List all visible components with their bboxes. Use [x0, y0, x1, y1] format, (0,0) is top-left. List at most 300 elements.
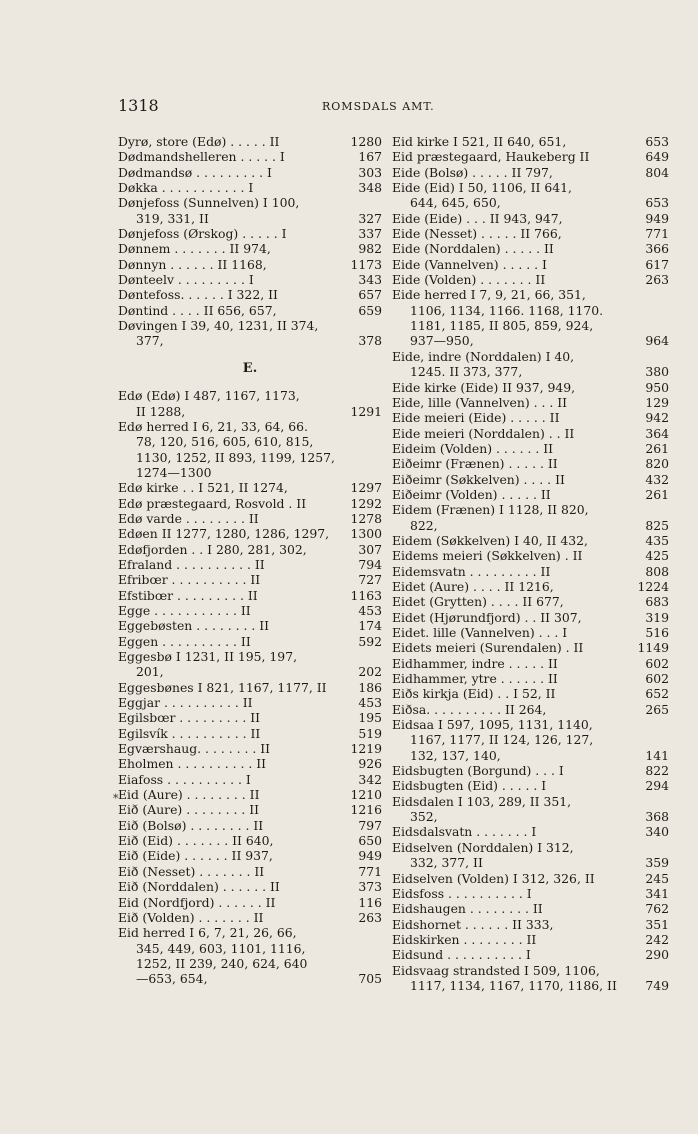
entry-page-number: 263: [645, 272, 669, 288]
index-entry-continuation: [118, 971, 382, 986]
entry-text: Eiðs kirkja (Eid) . . I 52, II: [392, 686, 556, 702]
entry-text: Eid (Aure) . . . . . . . . II: [118, 787, 260, 803]
entry-text: 345, 449, 603, 1101, 1116,: [136, 940, 306, 956]
index-entry: [118, 910, 382, 925]
entry-text: 352,: [410, 809, 438, 825]
entry-page-number: 341: [645, 885, 669, 901]
entry-text: Dyrø, store (Edø) . . . . . II: [118, 134, 280, 149]
entry-page-number: 129: [645, 394, 669, 410]
entry-page-number: 380: [645, 364, 669, 380]
index-entry: [392, 625, 669, 640]
index-entry: [392, 794, 669, 809]
index-entry-continuation: [118, 211, 382, 226]
entry-text: Egilsbœr . . . . . . . . . II: [118, 710, 260, 726]
entry-text: Eidsund . . . . . . . . . . I: [392, 947, 531, 963]
index-entry: [118, 149, 382, 164]
entry-page-number: 1278: [350, 510, 382, 526]
index-entry: [392, 533, 669, 548]
spacer: [118, 349, 382, 361]
entry-page-number: 141: [645, 747, 669, 763]
entry-text: Eidet (Aure) . . . . II 1216,: [392, 578, 554, 594]
entry-page-number: 1216: [350, 802, 382, 818]
entry-page-number: 1224: [637, 578, 669, 594]
index-entry: [118, 318, 382, 333]
index-entry: [392, 656, 669, 671]
entry-page-number: 366: [645, 241, 669, 257]
entry-page-number: 1149: [637, 640, 669, 656]
index-entry-continuation: [392, 195, 669, 210]
entry-page-number: 432: [645, 471, 669, 487]
entry-page-number: 202: [358, 664, 382, 680]
index-entry: [118, 848, 382, 863]
entry-page-number: 435: [645, 532, 669, 548]
entry-page-number: 364: [645, 425, 669, 441]
index-entry: [392, 917, 669, 932]
index-entry: [392, 487, 669, 502]
entry-text: Eggesbønes I 821, 1167, 1177, II: [118, 679, 327, 695]
entry-text: 1252, II 239, 240, 624, 640: [136, 955, 308, 971]
entry-text: 644, 645, 650,: [410, 195, 501, 211]
index-entry-continuation: [392, 333, 669, 348]
index-entry-continuation: [392, 978, 669, 993]
entry-page-number: 825: [645, 517, 669, 533]
index-entry: [118, 741, 382, 756]
section-letter: [118, 361, 382, 376]
entry-page-number: 653: [645, 134, 669, 149]
entry-text: Dødmandsø . . . . . . . . . I: [118, 164, 272, 180]
entry-page-number: 351: [645, 916, 669, 932]
index-entry: [392, 456, 669, 471]
index-entry: [118, 572, 382, 587]
index-entry: [118, 241, 382, 256]
entry-text: Dødmandshelleren . . . . . I: [118, 149, 285, 165]
entry-text: Eide (Vannelven) . . . . . I: [392, 256, 547, 272]
index-entry: [118, 257, 382, 272]
entry-text: Dønteelv . . . . . . . . . I: [118, 272, 254, 288]
entry-text: Døntind . . . . II 656, 657,: [118, 302, 277, 318]
entry-page-number: 343: [358, 272, 382, 288]
entry-page-number: 245: [645, 870, 669, 886]
page-header: [0, 96, 698, 120]
entry-text: Eidshaugen . . . . . . . . II: [392, 901, 543, 917]
index-entry: [118, 710, 382, 725]
entry-text: 1130, 1252, II 893, 1199, 1257,: [136, 449, 335, 465]
entry-page-number: 949: [645, 210, 669, 226]
entry-text: Dønjefoss (Sunnelven) I 100,: [118, 195, 300, 211]
index-entry: [118, 287, 382, 302]
index-entry: [392, 548, 669, 563]
entry-page-number: 368: [645, 809, 669, 825]
index-entry-continuation: [118, 434, 382, 449]
entry-page-number: 797: [358, 817, 382, 833]
entry-page-number: 167: [358, 149, 382, 165]
entry-page-number: 592: [358, 633, 382, 649]
entry-text: Eidsvaag strandsted I 509, 1106,: [392, 962, 600, 978]
entry-page-number: 1163: [350, 587, 382, 603]
index-entry: [392, 149, 669, 164]
entry-text: Eidemsvatn . . . . . . . . . II: [392, 563, 551, 579]
entry-text: Eide meieri (Norddalen) . . II: [392, 425, 575, 441]
entry-text: Edø (Edø) I 487, 1167, 1173,: [118, 388, 300, 404]
entry-text: Eidet. lille (Vannelven) . . . I: [392, 625, 568, 640]
index-entry: [392, 257, 669, 272]
entry-text: 1106, 1134, 1166. 1168, 1170.: [410, 302, 604, 318]
index-entry: [392, 932, 669, 947]
entry-text: 1181, 1185, II 805, 859, 924,: [410, 318, 594, 334]
entry-text: 78, 120, 516, 605, 610, 815,: [136, 434, 314, 450]
entry-text: Eidet (Grytten) . . . . II 677,: [392, 594, 564, 610]
page-number: 1318: [118, 96, 159, 115]
margin-mark: *: [113, 792, 119, 805]
entry-text: 937—950,: [410, 333, 474, 349]
entry-page-number: 290: [645, 947, 669, 963]
index-entry-continuation: [392, 855, 669, 870]
entry-page-number: 1291: [350, 403, 382, 419]
entry-text: Eidems meieri (Søkkelven) . II: [392, 548, 583, 564]
index-entry: [118, 833, 382, 848]
entry-text: Eide (Bolsø) . . . . . II 797,: [392, 164, 553, 180]
entry-page-number: 982: [358, 241, 382, 257]
index-entry: [392, 380, 669, 395]
index-entry: [392, 778, 669, 793]
index-entry: [118, 864, 382, 879]
entry-text: Dønnem . . . . . . . II 974,: [118, 241, 271, 257]
entry-text: Eidsaa I 597, 1095, 1131, 1140,: [392, 717, 593, 733]
entry-text: Eiafoss . . . . . . . . . . I: [118, 771, 251, 787]
index-entry-continuation: [118, 956, 382, 971]
entry-text: Eiðeimr (Søkkelven) . . . . II: [392, 471, 565, 487]
entry-page-number: 174: [358, 618, 382, 634]
entry-text: Eholmen . . . . . . . . . . II: [118, 756, 267, 772]
entry-text: Dønnyn . . . . . . II 1168,: [118, 256, 267, 272]
entry-page-number: 657: [358, 287, 382, 303]
entry-text: II 1288,: [136, 403, 186, 419]
entry-text: —653, 654,: [136, 971, 208, 987]
index-entry: [118, 772, 382, 787]
entry-text: Eggebøsten . . . . . . . . II: [118, 618, 270, 634]
entry-text: Eid (Nordfjord) . . . . . . II: [118, 894, 276, 910]
entry-text: Eidsbugten (Borgund) . . . I: [392, 763, 564, 779]
entry-text: Efstibœr . . . . . . . . . II: [118, 587, 258, 603]
entry-text: Døvingen I 39, 40, 1231, II 374,: [118, 318, 319, 334]
entry-text: Eidsfoss . . . . . . . . . . I: [392, 885, 532, 901]
entry-page-number: 822: [645, 763, 669, 779]
entry-page-number: 327: [358, 210, 382, 226]
index-entry: [392, 886, 669, 901]
index-entry: [118, 303, 382, 318]
index-entry: [118, 526, 382, 541]
index-entry: [392, 871, 669, 886]
index-entry-continuation: [392, 732, 669, 747]
entry-text: Eid præstegaard, Haukeberg II: [392, 149, 590, 165]
entry-page-number: 261: [645, 440, 669, 456]
entry-text: Egge . . . . . . . . . . . II: [118, 602, 251, 618]
index-entry: [118, 879, 382, 894]
index-entry: [118, 557, 382, 572]
entry-text: Eide, indre (Norddalen) I 40,: [392, 348, 575, 364]
index-entry-continuation: [118, 664, 382, 679]
index-entry: [392, 287, 669, 302]
index-entry: [118, 925, 382, 940]
entry-page-number: 650: [358, 833, 382, 849]
entry-text: Egilsvík . . . . . . . . . . II: [118, 725, 261, 741]
entry-page-number: 261: [645, 486, 669, 502]
index-entry: [392, 686, 669, 701]
index-entry-continuation: [118, 941, 382, 956]
entry-page-number: 359: [645, 855, 669, 871]
index-entry: [392, 947, 669, 962]
index-entry: [392, 640, 669, 655]
entry-text: Eide (Eide) . . . II 943, 947,: [392, 210, 563, 226]
entry-page-number: 242: [645, 931, 669, 947]
index-entry: [118, 603, 382, 618]
entry-page-number: 804: [645, 164, 669, 180]
index-entry: [392, 441, 669, 456]
spacer: [118, 376, 382, 388]
entry-text: Eidsdalsvatn . . . . . . . I: [392, 824, 537, 840]
entry-page-number: 652: [645, 686, 669, 702]
entry-text: Edø varde . . . . . . . . II: [118, 510, 259, 526]
entry-text: Eggjar . . . . . . . . . . II: [118, 695, 253, 711]
entry-text: Eggesbø I 1231, II 195, 197,: [118, 649, 298, 664]
entry-text: Eidsdalen I 103, 289, II 351,: [392, 793, 572, 809]
entry-text: Eide kirke (Eide) II 937, 949,: [392, 379, 576, 395]
entry-text: Eide (Nesset) . . . . . II 766,: [392, 226, 562, 242]
entry-text: Eide herred I 7, 9, 21, 66, 351,: [392, 287, 586, 303]
entry-text: Egværshaug. . . . . . . . II: [118, 741, 270, 757]
index-entry: [118, 618, 382, 633]
index-entry: [118, 634, 382, 649]
entry-text: Eid herred I 6, 7, 21, 26, 66,: [118, 925, 297, 941]
entry-page-number: 950: [645, 379, 669, 395]
index-entry: [118, 165, 382, 180]
entry-page-number: 453: [358, 695, 382, 711]
index-entry: [118, 695, 382, 710]
entry-page-number: 425: [645, 548, 669, 564]
index-entry: [392, 824, 669, 839]
entry-text: Edø præstegaard, Rosvold . II: [118, 495, 307, 511]
index-entry-continuation: [118, 465, 382, 480]
entry-page-number: 1210: [350, 787, 382, 803]
entry-page-number: 649: [645, 149, 669, 165]
entry-text: Eidsbugten (Eid) . . . . . I: [392, 778, 547, 794]
index-entry-continuation: [118, 450, 382, 465]
entry-text: Efribœr . . . . . . . . . . II: [118, 572, 261, 588]
entry-page-number: 749: [645, 977, 669, 993]
entry-page-number: 307: [358, 541, 382, 557]
entry-text: Dønjefoss (Ørskog) . . . . . I: [118, 226, 287, 242]
entry-page-number: 319: [645, 609, 669, 625]
index-entry: [392, 211, 669, 226]
index-entry-continuation: [392, 364, 669, 379]
index-entry: [392, 763, 669, 778]
entry-text: Edøfjorden . . I 280, 281, 302,: [118, 541, 307, 557]
index-entry: [392, 579, 669, 594]
entry-text: Eið (Nesset) . . . . . . . II: [118, 863, 265, 879]
entry-page-number: 762: [645, 901, 669, 917]
index-entry: [118, 511, 382, 526]
index-column-right: [392, 134, 669, 993]
index-entry: [392, 134, 669, 149]
index-entry: [392, 610, 669, 625]
entry-page-number: 794: [358, 556, 382, 572]
entry-page-number: 303: [358, 164, 382, 180]
index-entry: [392, 180, 669, 195]
index-entry-continuation: [118, 404, 382, 419]
index-entry: [392, 594, 669, 609]
entry-page-number: 1280: [350, 134, 382, 149]
entry-text: Eidem (Frænen) I 1128, II 820,: [392, 502, 589, 518]
index-entry: [118, 588, 382, 603]
entry-page-number: 348: [358, 180, 382, 196]
entry-text: Eið (Eide) . . . . . . II 937,: [118, 848, 273, 864]
index-entry: [118, 496, 382, 511]
entry-text: Eid kirke I 521, II 640, 651,: [392, 134, 567, 149]
entry-page-number: 771: [645, 226, 669, 242]
entry-page-number: 602: [645, 655, 669, 671]
entry-text: 822,: [410, 517, 438, 533]
entry-page-number: 340: [645, 824, 669, 840]
index-entry: [392, 963, 669, 978]
entry-page-number: 516: [645, 625, 669, 640]
entry-text: Efraland . . . . . . . . . . II: [118, 556, 265, 572]
index-entry: [392, 272, 669, 287]
entry-text: Edø herred I 6, 21, 33, 64, 66.: [118, 418, 308, 434]
index-entry: [392, 165, 669, 180]
entry-text: 1245. II 373, 377,: [410, 364, 523, 380]
index-entry: [118, 480, 382, 495]
index-entry: [392, 410, 669, 425]
entry-text: Eið (Aure) . . . . . . . . II: [118, 802, 260, 818]
entry-page-number: 294: [645, 778, 669, 794]
entry-text: 1274—1300: [136, 464, 212, 480]
entry-page-number: 519: [358, 725, 382, 741]
index-entry: [392, 901, 669, 916]
index-entry: [118, 388, 382, 403]
entry-text: Edø kirke . . I 521, II 1274,: [118, 480, 288, 496]
entry-page-number: 342: [358, 771, 382, 787]
index-entry: [118, 895, 382, 910]
index-entry: [118, 419, 382, 434]
entry-page-number: 653: [645, 195, 669, 211]
entry-page-number: 337: [358, 226, 382, 242]
entry-page-number: 1297: [350, 480, 382, 496]
entry-text: 332, 377, II: [410, 855, 483, 871]
entry-text: 201,: [136, 664, 164, 680]
index-entry: [118, 649, 382, 664]
entry-page-number: 771: [358, 863, 382, 879]
entry-text: Eidskirken . . . . . . . . II: [392, 931, 537, 947]
index-entry-continuation: [392, 518, 669, 533]
entry-text: Eidets meieri (Surendalen) . II: [392, 640, 584, 656]
entry-page-number: 942: [645, 410, 669, 426]
index-entry-continuation: [392, 303, 669, 318]
index-entry: [392, 502, 669, 517]
entry-page-number: 195: [358, 710, 382, 726]
entry-page-number: 659: [358, 302, 382, 318]
entry-text: Eiðsa. . . . . . . . . . II 264,: [392, 701, 547, 717]
entry-text: Eidhammer, indre . . . . . II: [392, 655, 558, 671]
index-entry-continuation: [392, 748, 669, 763]
index-entry: [118, 680, 382, 695]
index-entry: [392, 226, 669, 241]
index-entry: [392, 717, 669, 732]
entry-text: Eið (Volden) . . . . . . . II: [118, 909, 264, 925]
entry-text: Eiðeimr (Frænen) . . . . . II: [392, 456, 558, 472]
index-entry-continuation: [118, 333, 382, 348]
entry-text: Eide (Eid) I 50, 1106, II 641,: [392, 180, 572, 196]
entry-text: Edøen II 1277, 1280, 1286, 1297,: [118, 526, 330, 542]
entry-text: E.: [242, 360, 258, 376]
entry-text: 1167, 1177, II 124, 126, 127,: [410, 732, 594, 748]
index-entry: [118, 756, 382, 771]
entry-text: Eið (Bolsø) . . . . . . . . II: [118, 817, 264, 833]
entry-page-number: 186: [358, 679, 382, 695]
entry-text: Døkka . . . . . . . . . . . I: [118, 180, 254, 196]
index-entry: [118, 226, 382, 241]
entry-page-number: 705: [358, 971, 382, 987]
entry-text: Eide meieri (Eide) . . . . . II: [392, 410, 560, 426]
index-entry: [392, 241, 669, 256]
entry-text: Eiðeimr (Volden) . . . . . II: [392, 486, 551, 502]
entry-text: Døntefoss. . . . . . I 322, II: [118, 287, 278, 303]
index-entry: [392, 395, 669, 410]
index-entry: [392, 671, 669, 686]
index-entry: [392, 426, 669, 441]
index-entry: [392, 472, 669, 487]
entry-page-number: 808: [645, 563, 669, 579]
running-title: ROMSDALS AMT.: [322, 100, 435, 113]
entry-page-number: 265: [645, 701, 669, 717]
index-entry: [392, 840, 669, 855]
entry-page-number: 116: [358, 894, 382, 910]
entry-page-number: 617: [645, 256, 669, 272]
entry-page-number: 964: [645, 333, 669, 349]
entry-text: Eidem (Søkkelven) I 40, II 432,: [392, 532, 588, 548]
index-entry-continuation: [392, 809, 669, 824]
entry-text: Eide, lille (Vannelven) . . . II: [392, 394, 568, 410]
entry-page-number: 1173: [350, 256, 382, 272]
index-entry-continuation: [392, 318, 669, 333]
index-entry: [118, 272, 382, 287]
index-entry: [118, 180, 382, 195]
entry-page-number: 683: [645, 594, 669, 610]
entry-text: Eidet (Hjørundfjord) . . II 307,: [392, 609, 582, 625]
entry-page-number: 1292: [350, 495, 382, 511]
entry-text: Eidhammer, ytre . . . . . . II: [392, 671, 558, 687]
index-entry: [392, 702, 669, 717]
index-column-left: [118, 134, 382, 987]
index-entry: [118, 802, 382, 817]
entry-text: Eidselven (Norddalen) I 312,: [392, 839, 574, 855]
entry-text: Eidshornet . . . . . . II 333,: [392, 916, 554, 932]
entry-page-number: 926: [358, 756, 382, 772]
index-entry: [118, 134, 382, 149]
index-entry: [118, 542, 382, 557]
index-entry: [118, 195, 382, 210]
entry-page-number: 453: [358, 602, 382, 618]
entry-page-number: 602: [645, 671, 669, 687]
entry-page-number: 1300: [350, 526, 382, 542]
entry-text: Eide (Volden) . . . . . . . II: [392, 272, 546, 288]
entry-text: Eide (Norddalen) . . . . . II: [392, 241, 554, 257]
entry-text: 132, 137, 140,: [410, 747, 501, 763]
entry-page-number: 263: [358, 909, 382, 925]
entry-page-number: 373: [358, 879, 382, 895]
index-entry: [118, 818, 382, 833]
entry-text: 377,: [136, 333, 164, 349]
index-entry: [392, 349, 669, 364]
